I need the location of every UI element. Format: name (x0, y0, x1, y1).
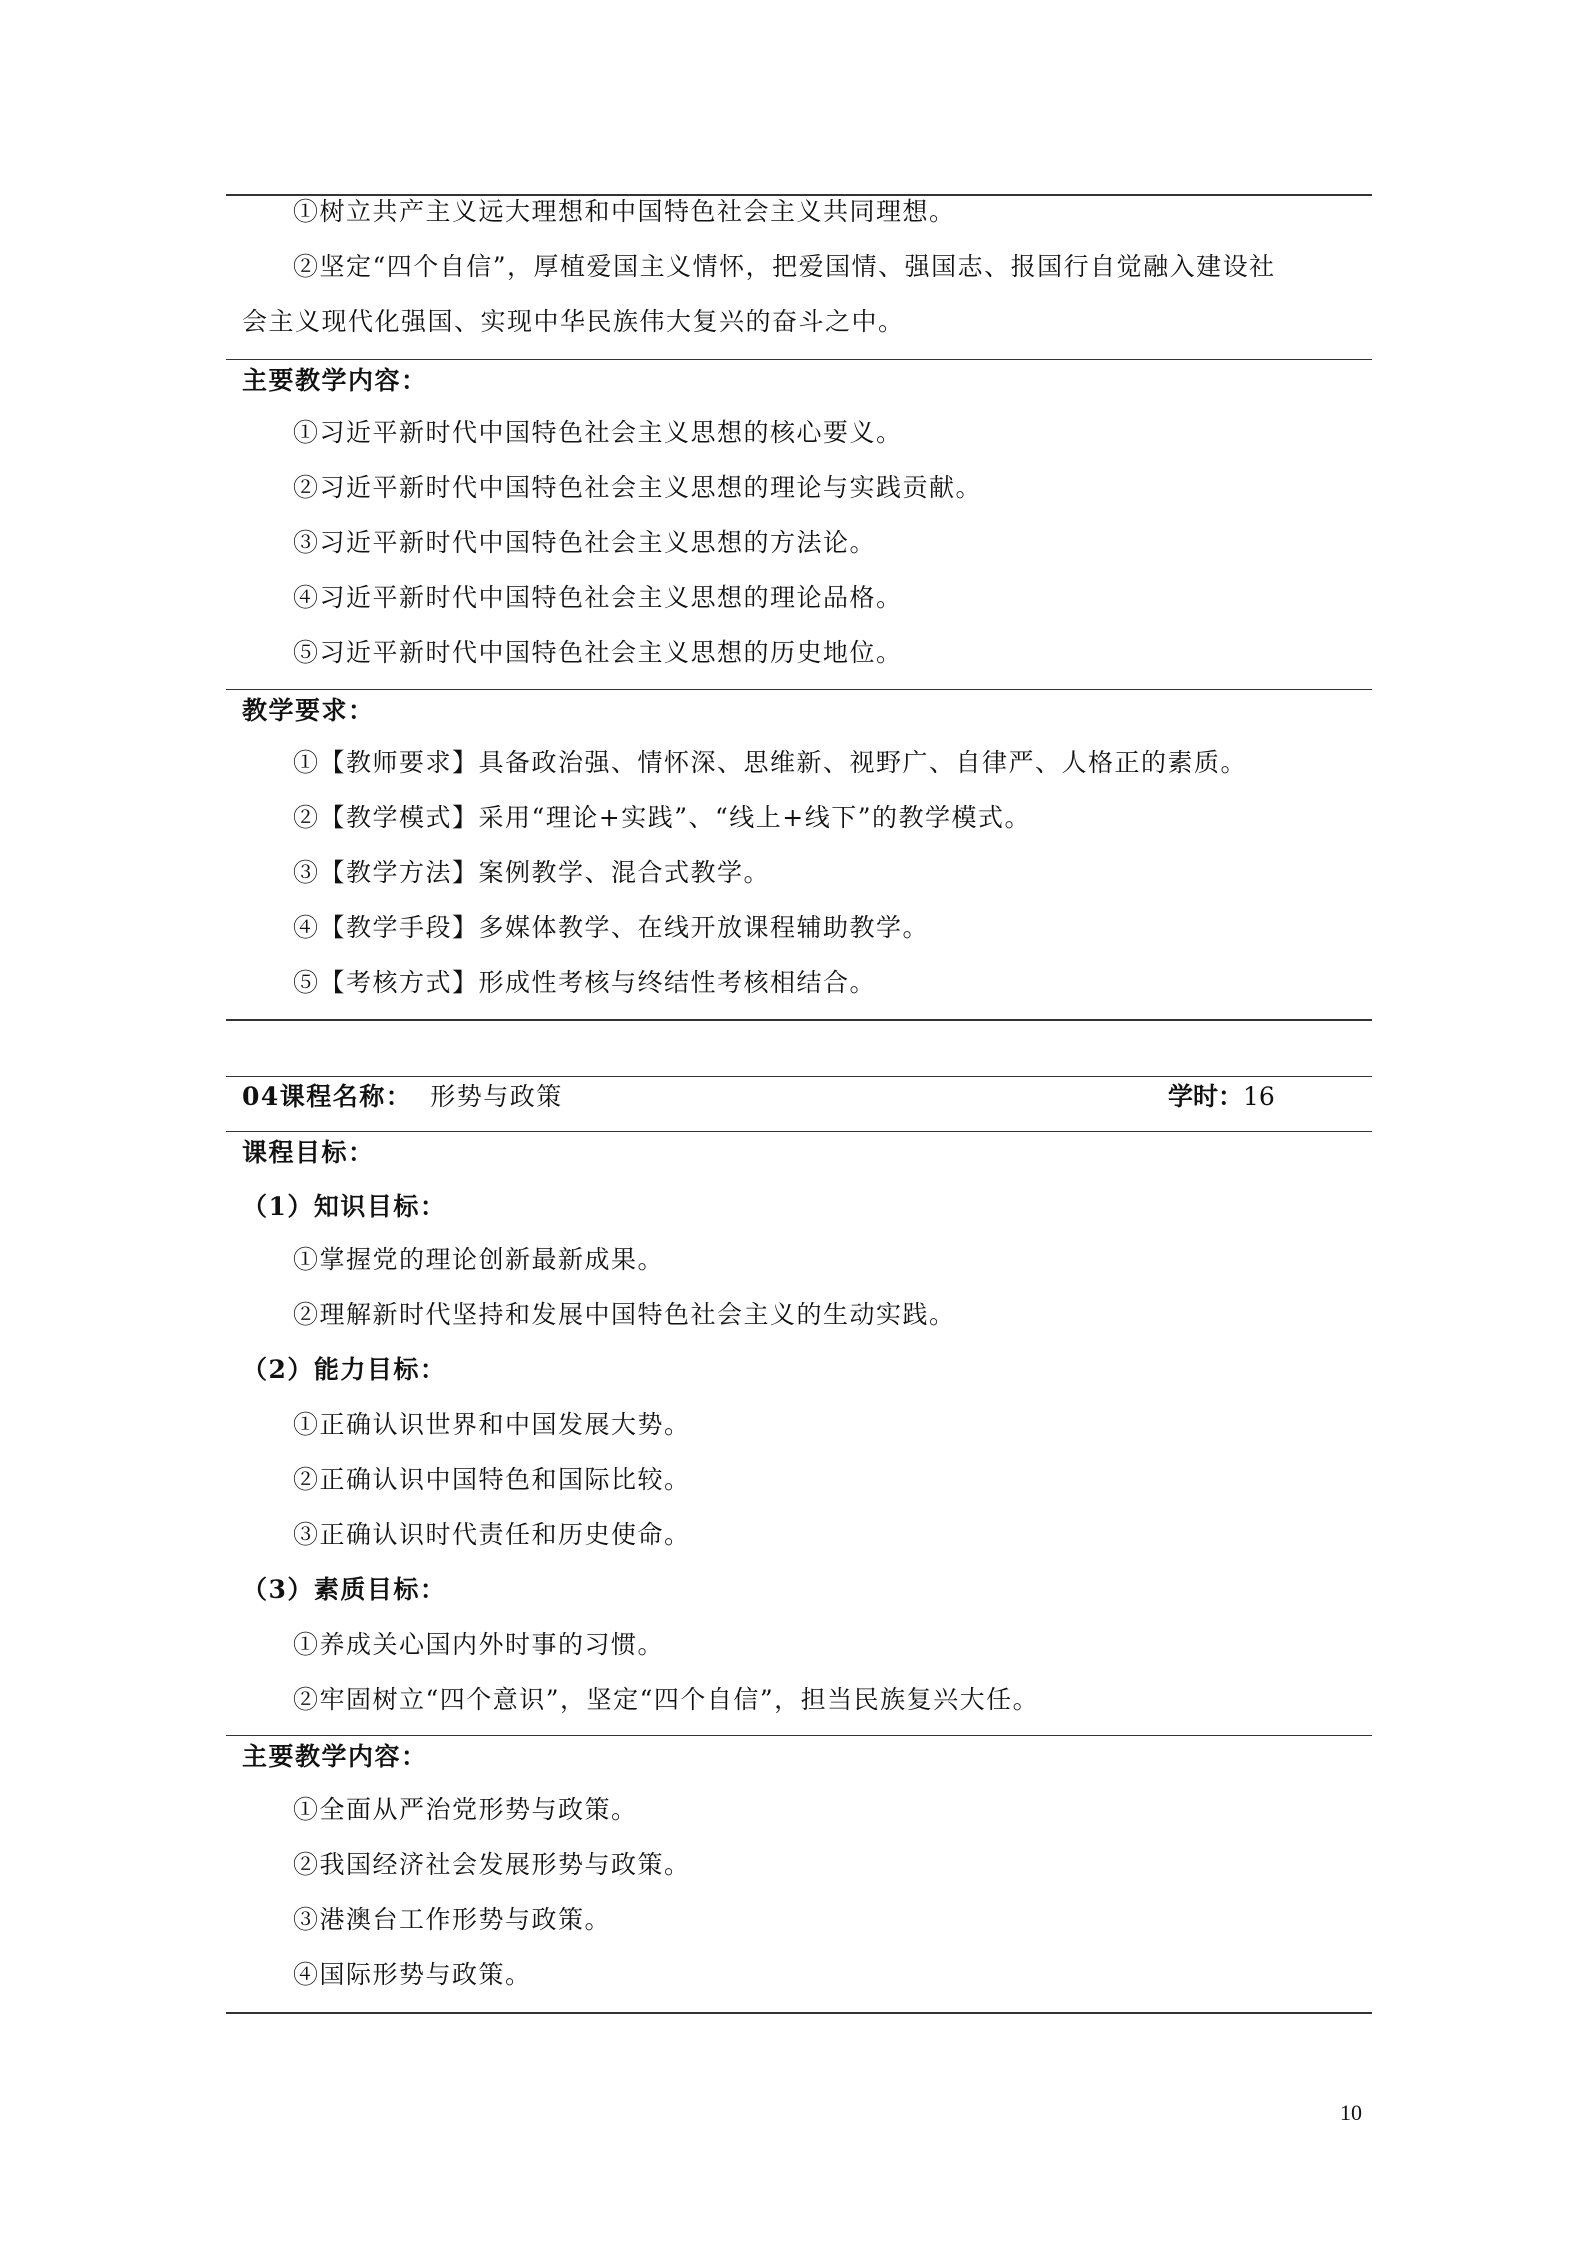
row-divider (226, 1735, 1372, 1736)
content-item: ④习近平新时代中国特色社会主义思想的理论品格。 (293, 583, 903, 612)
ability-item: ②正确认识中国特色和国际比较。 (293, 1465, 691, 1494)
course-hours (1168, 1080, 1275, 1114)
content-item: ⑤习近平新时代中国特色社会主义思想的历史地位。 (293, 638, 903, 667)
section-title-content: 主要教学内容： (242, 366, 428, 395)
content-item: ②我国经济社会发展形势与政策。 (293, 1850, 691, 1879)
section-title-requirements: 教学要求： (242, 696, 375, 725)
subsection-quality: （3）素质目标： (242, 1575, 447, 1604)
goal-line: ①树立共产主义远大理想和中国特色社会主义共同理想。 (293, 197, 956, 226)
row-divider (226, 1131, 1372, 1132)
requirement-item: ④【教学手段】多媒体教学、在线开放课程辅助教学。 (293, 913, 930, 942)
page-number: 10 (1340, 2100, 1362, 2125)
subsection-knowledge: （1）知识目标： (242, 1192, 447, 1221)
requirement-item: ⑤【考核方式】形成性考核与终结性考核相结合。 (293, 968, 877, 997)
quality-item: ②牢固树立“四个意识”，坚定“四个自信”，担当民族复兴大任。 (293, 1685, 1040, 1714)
knowledge-item: ②理解新时代坚持和发展中国特色社会主义的生动实践。 (293, 1300, 956, 1329)
section-title-goals: 课程目标： (242, 1138, 375, 1167)
table-bottom-border (226, 1019, 1372, 1021)
table-bottom-border (226, 2012, 1372, 2014)
content-item: ②习近平新时代中国特色社会主义思想的理论与实践贡献。 (293, 473, 983, 502)
hours-label: 学时： (1168, 1082, 1244, 1111)
ability-item: ①正确认识世界和中国发展大势。 (293, 1410, 691, 1439)
hours-value: 16 (1243, 1082, 1275, 1111)
content-item: ④国际形势与政策。 (293, 1960, 532, 1989)
row-divider (226, 689, 1372, 690)
knowledge-item: ①掌握党的理论创新最新成果。 (293, 1245, 665, 1274)
table-top-border (226, 1076, 1372, 1077)
goal-line: 会主义现代化强国、实现中华民族伟大复兴的奋斗之中。 (242, 307, 905, 336)
course-name-value: 形势与政策 (430, 1082, 563, 1111)
requirement-item: ①【教师要求】具备政治强、情怀深、思维新、视野广、自律严、人格正的素质。 (293, 748, 1248, 777)
ability-item: ③正确认识时代责任和历史使命。 (293, 1520, 691, 1549)
course-name-label: 04课程名称： (242, 1082, 413, 1111)
content-item: ①全面从严治党形势与政策。 (293, 1795, 638, 1824)
content-item: ③习近平新时代中国特色社会主义思想的方法论。 (293, 528, 877, 557)
requirement-item: ③【教学方法】案例教学、混合式教学。 (293, 858, 771, 887)
requirement-item: ②【教学模式】采用“理论+实践”、“线上+线下”的教学模式。 (293, 803, 1032, 832)
section-title-content: 主要教学内容： (242, 1742, 428, 1771)
content-item: ①习近平新时代中国特色社会主义思想的核心要义。 (293, 418, 903, 447)
content-item: ③港澳台工作形势与政策。 (293, 1905, 612, 1934)
course-name-row (242, 1080, 1142, 1114)
subsection-ability: （2）能力目标： (242, 1355, 447, 1384)
quality-item: ①养成关心国内外时事的习惯。 (293, 1630, 665, 1659)
goal-line: ②坚定“四个自信”，厚植爱国主义情怀，把爱国情、强国志、报国行自觉融入建设社 (293, 252, 1276, 281)
row-divider (226, 359, 1372, 360)
